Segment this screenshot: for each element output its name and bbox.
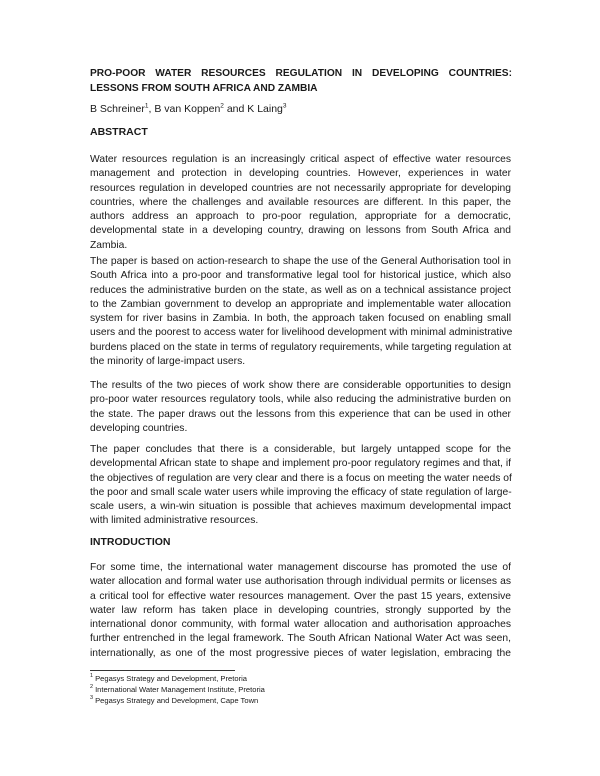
text-line: with limited administrative resources.	[90, 515, 259, 527]
author-name: K Laing	[247, 103, 283, 115]
footnote-mark: 3	[90, 695, 94, 702]
author-separator: ,	[148, 103, 155, 115]
text-line: reduces the administrative burden on the state, as well as on a technical assistance project	[90, 284, 511, 296]
author-list	[90, 102, 287, 116]
text-line: scale users, a win-win situation is possible that achieves maximum developmental impact	[90, 501, 511, 512]
text-line: water law reform has taken place in developing countries, strongly supported by the	[90, 604, 511, 616]
title-line-1: PRO-POOR WATER RESOURCES REGULATION IN DEVELOPING COUNTRIES:	[90, 68, 512, 79]
text-line: the state. The paper draws out the lessons from this experience that can be used in other	[90, 408, 511, 420]
author-affiliation-mark: 2	[220, 102, 224, 110]
introduction-paragraph	[90, 561, 511, 661]
abstract-paragraph-2	[90, 255, 511, 369]
footnote	[90, 696, 258, 706]
text-line: countries, where the challenges and available resources are different. In this paper, the	[90, 196, 511, 208]
introduction-heading: INTRODUCTION	[90, 536, 171, 548]
footnote-mark: 1	[90, 673, 94, 680]
text-line: Water resources regulation is an increasingly critical aspect of effective water resources	[90, 154, 511, 165]
text-line: water allocation and formal water use authorisation through individual permits or licenses as	[90, 576, 511, 588]
footnote-text: Pegasys Strategy and Development, Pretoria	[95, 674, 248, 683]
abstract-paragraph-4	[90, 443, 511, 529]
footnote-divider	[90, 670, 235, 671]
text-line: The paper is based on action-research to shape the use of the General Authorisation tool in	[90, 256, 511, 267]
footnote	[90, 685, 265, 695]
text-line: developmental African state to shape and implement pro-poor regulatory regimes and that, if	[90, 458, 511, 470]
text-line: pro-poor water resources regulatory tools, while also reducing the administrative burden on	[90, 394, 511, 406]
footnote-text: Pegasys Strategy and Development, Cape Town	[95, 696, 259, 705]
text-line: developmental state in a developing country, drawing on lessons from South Africa and	[90, 225, 511, 237]
footnote-mark: 2	[90, 684, 94, 691]
text-line: The results of the two pieces of work show there are considerable opportunities to design	[90, 380, 511, 391]
author-name: B Schreiner	[90, 103, 145, 115]
author-name: B van Koppen	[154, 103, 221, 115]
text-line: resources regulation in developed countries are not necessarily appropriate for developing	[90, 182, 511, 194]
text-line: The paper concludes that there is a considerable, but largely untapped scope for the	[90, 444, 511, 455]
footnote	[90, 674, 247, 684]
text-line: further entrenched in the legal framework. The South African National Water Act was seen,	[90, 633, 511, 645]
text-line: a critical tool for effective water resources management. Over the past 15 years, extensive	[90, 590, 511, 602]
author-affiliation-mark: 3	[282, 102, 287, 110]
title-line-2: LESSONS FROM SOUTH AFRICA AND ZAMBIA	[90, 82, 318, 94]
footnote-text: International Water Management Institute, Pretoria	[95, 685, 265, 694]
text-line: the minority of large-impact users.	[90, 355, 246, 367]
abstract-heading: ABSTRACT	[90, 126, 148, 138]
abstract-paragraph-1	[90, 153, 511, 253]
text-line: developing countries.	[90, 422, 188, 434]
text-line: international donor community, with formal water allocation and authorisation approaches	[90, 619, 511, 630]
text-line: internationally, as one of the most progressive pieces of water legislation, embracing the	[90, 647, 511, 659]
text-line: South Africa into a pro-poor and transformative legal tool for historical justice, which also	[90, 270, 511, 282]
abstract-paragraph-3	[90, 379, 511, 436]
text-line: burdens placed on the state in terms of regulatory requirements, while targeting regulation at	[90, 341, 512, 353]
text-line: the objectives of regulation are very clear and there is a focus on meeting the water needs of	[90, 472, 512, 484]
text-line: users and the poorest to access water for livelihood development with minimal administrative	[90, 327, 513, 339]
text-line: system for river basins in Zambia. In both, the approach taken focused on enabling small	[90, 313, 511, 324]
author-affiliation-mark: 1	[144, 102, 149, 110]
author-separator: and	[223, 103, 248, 115]
text-line: management and protection in developing countries. However, experiences in water	[90, 168, 511, 180]
text-line: to the Zambian government to develop an appropriate and implementable water allocation	[90, 298, 511, 310]
paper-title	[90, 67, 512, 96]
text-line: For some time, the international water management discourse has promoted the use of	[90, 562, 511, 573]
text-line: authors address an approach to pro-poor regulation, appropriate for a democratic,	[90, 211, 511, 222]
text-line: the poor and small scale water users while improving the efficacy of state regulation of large-	[90, 486, 512, 498]
text-line: Zambia.	[90, 239, 128, 251]
